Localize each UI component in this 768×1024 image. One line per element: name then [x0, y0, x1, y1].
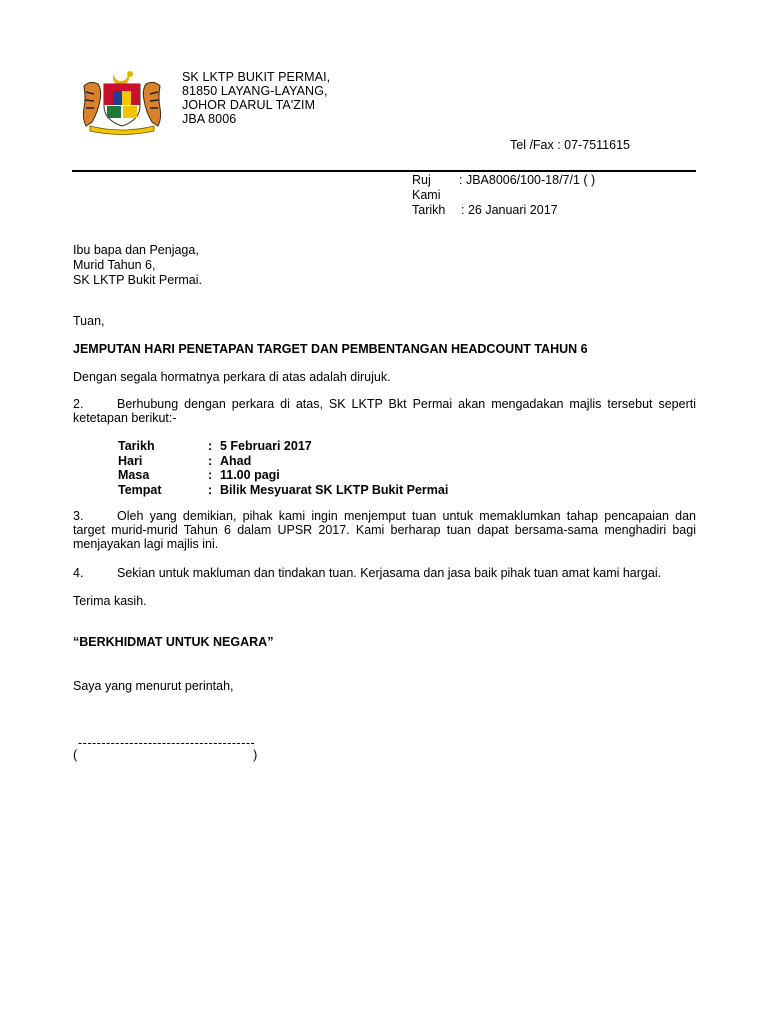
ruj-value: : JBA8006/100-18/7/1 ( ): [459, 173, 596, 187]
recipient-block: [73, 243, 696, 288]
tarikh-value: : 26 Januari 2017: [461, 203, 558, 217]
address-line: 81850 LAYANG-LAYANG,: [182, 84, 328, 98]
tel-fax: Tel /Fax : 07-7511615: [510, 138, 630, 152]
salutation: Tuan,: [73, 314, 105, 328]
address-line: SK LKTP BUKIT PERMAI,: [182, 70, 331, 84]
detail-row: [118, 483, 448, 498]
event-details: [118, 439, 448, 497]
school-address: [182, 70, 330, 126]
recipient-line: SK LKTP Bukit Permai.: [73, 273, 202, 287]
signature-line: --------------------------------------: [78, 736, 256, 750]
detail-colon: :: [208, 468, 213, 482]
motto: “BERKHIDMAT UNTUK NEGARA”: [73, 635, 274, 649]
paragraph-number: 3.: [73, 509, 84, 523]
detail-label: Tarikh: [118, 439, 155, 453]
tarikh-label: Tarikh: [412, 203, 446, 217]
detail-colon: :: [208, 453, 213, 468]
detail-colon: :: [208, 439, 213, 453]
detail-label: Masa: [118, 468, 150, 482]
close-paren: ): [253, 748, 258, 762]
paragraph-text: Oleh yang demikian, pihak kami ingin menjemput tuan untuk memaklumkan tahap pencapaian dan target murid-murid Tahun 6 dalam UPSR 2017. Kami berharap tuan dapat bersama-sama menghadiri bagi menjayakan lagi majlis ini.: [73, 509, 696, 551]
sign-off: Saya yang menurut perintah,: [73, 679, 234, 693]
paragraph-text: Berhubung dengan perkara di atas, SK LKTP Bkt Permai akan mengadakan majlis tersebut seperti ketetapan berikut:-: [73, 397, 696, 425]
thanks-line: Terima kasih.: [73, 594, 147, 608]
detail-label: Tempat: [118, 482, 162, 497]
paragraph-4: [73, 566, 696, 580]
signatory-name-placeholder: [73, 748, 257, 762]
detail-value: Bilik Mesyuarat SK LKTP Bukit Permai: [220, 482, 449, 497]
subject-heading: JEMPUTAN HARI PENETAPAN TARGET DAN PEMBENTANGAN HEADCOUNT TAHUN 6: [73, 342, 588, 356]
detail-value: Ahad: [220, 453, 252, 468]
recipient-line: Ibu bapa dan Penjaga,: [73, 243, 199, 257]
recipient-line: Murid Tahun 6,: [73, 258, 156, 272]
paragraph-1: Dengan segala hormatnya perkara di atas adalah dirujuk.: [73, 370, 391, 384]
address-line: JBA 8006: [182, 112, 237, 126]
reference-block: [412, 173, 595, 218]
detail-value: 11.00 pagi: [220, 468, 280, 482]
header-divider: [72, 170, 696, 172]
detail-colon: :: [208, 482, 213, 497]
detail-value: 5 Februari 2017: [220, 439, 312, 453]
paragraph-3: [73, 509, 696, 551]
detail-row: [118, 454, 448, 469]
paragraph-2: [73, 397, 696, 425]
address-line: JOHOR DARUL TA'ZIM: [182, 98, 316, 112]
open-paren: (: [73, 748, 78, 762]
detail-row: [118, 439, 448, 454]
ruj-label: Ruj Kami: [412, 173, 441, 202]
coat-of-arms-icon: [74, 68, 170, 136]
paragraph-number: 2.: [73, 397, 84, 411]
detail-row: [118, 468, 448, 483]
paragraph-number: 4.: [73, 566, 84, 580]
detail-label: Hari: [118, 453, 143, 468]
paragraph-text: Sekian untuk makluman dan tindakan tuan. Kerjasama dan jasa baik pihak tuan amat kami hargai.: [117, 566, 662, 580]
